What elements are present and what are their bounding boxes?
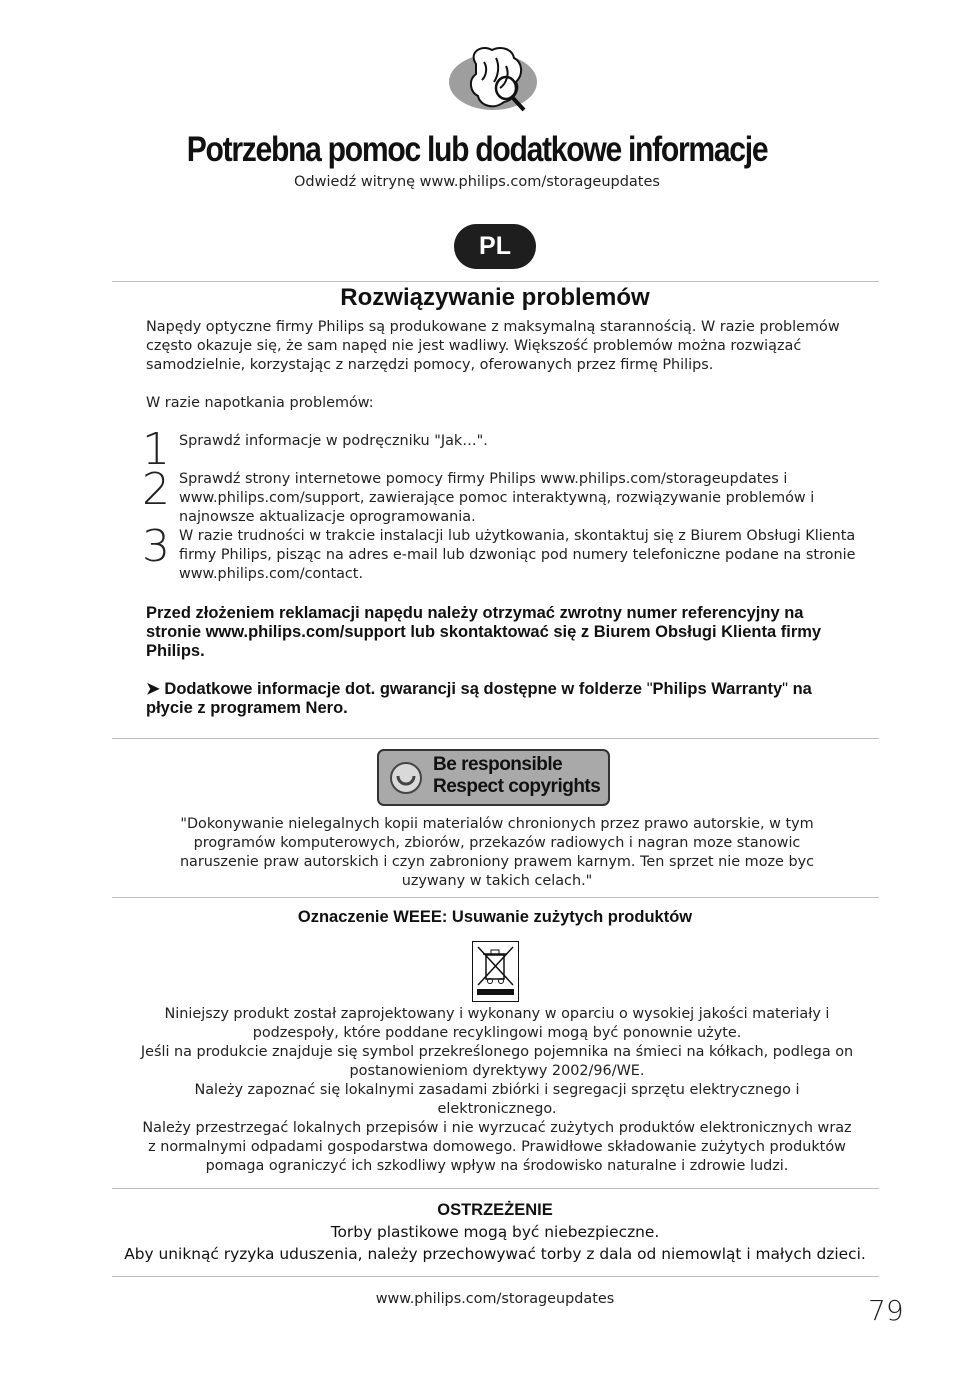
weee-line: Jeśli na produkcie znajduje się symbol przekreślonego pojemnika na śmieci na kółkach, podlega on postanowieniom dyrektywy 2002/96/WE. (140, 1044, 854, 1079)
language-badge: PL (454, 224, 536, 269)
weee-line: Należy przestrzegać lokalnych przepisów i nie wyrzucać zużytych produktów elektronicznych wraz z normalnymi odpadami gospodarstwa domowego. Prawidłowe składowanie zużytych produktów pomaga ograniczyć ich szkodliwy wpływ na środowisko naturalne i zdrowie ludzi. (142, 1120, 852, 1174)
step-text: Sprawdź strony internetowe pomocy firmy Philips www.philips.com/storageupdates i www.philips.com/support, zawierające pomoc interaktywną, rozwiązywanie problemów i najnowsze aktualizacje oprogramowania. (179, 471, 815, 525)
badge-line-1: Be responsible (433, 754, 563, 775)
warning-line: Torby plastikowe mogą być niebezpieczne. (330, 1223, 660, 1241)
divider (112, 281, 879, 282)
step-number: 2 (142, 464, 170, 515)
step-number: 3 (142, 521, 170, 572)
weee-title: Oznaczenie WEEE: Usuwanie zużytych produktów (297, 908, 693, 926)
divider (112, 1276, 879, 1277)
footer-url: www.philips.com/storageupdates (375, 1291, 615, 1307)
divider (112, 738, 879, 739)
page-title: Potrzebna pomoc lub dodatkowe informacje (186, 130, 768, 169)
page-subtitle: Odwiedź witrynę www.philips.com/storageupdates (294, 174, 660, 190)
warning-title: OSTRZEŻENIE (437, 1201, 553, 1219)
copyright-text: "Dokonywanie nielegalnych kopii materialów chronionych przez prawo autorskie, w tym programów komputerowych, zbiorów, przekazów radiowych i nagran moze stanowic naruszenie praw autorskich i czyn zabroniony prawem karnym. Ten sprzet nie moze byc uzywany w takich celach." (179, 816, 815, 889)
warranty-note (146, 680, 846, 718)
page-number: 79 (868, 1294, 904, 1327)
help-hand-icon (448, 44, 538, 114)
copyright-badge (377, 749, 610, 806)
divider (112, 897, 879, 898)
badge-line-2: Respect copyrights (433, 776, 601, 797)
warranty-text-end: na płycie z programem Nero. (146, 680, 812, 717)
step-text: Sprawdź informacje w podręczniku "Jak…". (179, 433, 488, 449)
lead-text: W razie napotkania problemów: (146, 395, 374, 411)
arrow-icon: ➤ (146, 680, 160, 698)
intro-paragraph: Napędy optyczne firmy Philips są produkowane z maksymalną starannością. W razie problemów często okazuje się, że sam napęd nie jest wadliwy. Większość problemów można rozwiązać samodzielnie, korzystając z narzędzi pomocy, oferowanych przez firmę Philips. (146, 319, 840, 373)
warning-line: Aby uniknąć ryzyka uduszenia, należy przechowywać torby z dala od niemowląt i małych dzieci. (124, 1245, 866, 1263)
warranty-folder-name: Philips Warranty (652, 680, 783, 698)
claim-note: Przed złożeniem reklamacji napędu należy otrzymać zwrotny numer referencyjny na stronie www.philips.com/support lub skontaktować się z Biurem Obsługi Klienta firmy Philips. (146, 604, 822, 660)
warranty-text: Dodatkowe informacje dot. gwarancji są dostępne w folderze (159, 680, 647, 698)
step-text: W razie trudności w trakcie instalacji lub użytkowania, skontaktuj się z Biurem Obsługi Klienta firmy Philips, pisząc na adres e-mail lub dzwoniąc pod numery telefoniczne podane na stronie www.philips.com/contact. (179, 528, 856, 582)
weee-line: Należy zapoznać się lokalnymi zasadami zbiórki i segregacji sprzętu elektrycznego i elektronicznego. (194, 1082, 800, 1117)
quote-close: " (782, 680, 788, 698)
step-number: 1 (142, 424, 170, 475)
weee-line: Niniejszy produkt został zaprojektowany i wykonany w oparciu o wysokiej jakości materiały i podzespoły, które poddane recyklingowi mogą być ponownie użyte. (164, 1006, 830, 1041)
section-title: Rozwiązywanie problemów (340, 284, 650, 311)
weee-text (140, 1005, 854, 1176)
quote-open: " (646, 680, 653, 698)
crossed-bin-icon (472, 941, 519, 1002)
divider (112, 1188, 879, 1189)
